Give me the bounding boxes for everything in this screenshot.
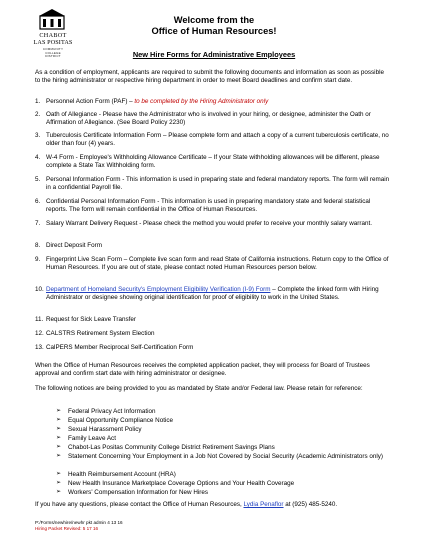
logo-line2: LAS POSITAS [33,39,73,46]
contact-paragraph: If you have any questions, please contact the Office of Human Resources, Lydia Penaflor at (925) 485-5240. [35,501,338,508]
file-path: P:/Forms/newhire/newhr pkt admin 4 13 16 [35,520,123,525]
arrow-bullet-icon: ➢ [56,444,62,450]
logo-subtext: COMMUNITY COLLEGE DISTRICT [42,47,64,59]
page-title-line1: Welcome from the [173,15,255,25]
arrow-bullet-icon: ➢ [56,480,62,486]
arrow-bullet-icon: ➢ [56,435,62,441]
arrow-bullet-icon: ➢ [56,417,62,423]
arrow-bullet-icon: ➢ [56,426,62,432]
logo-line1: CHABOT [39,32,67,39]
intro-paragraph: As a condition of employment, applicants are required to submit the following documents and information as soon as possible to the hiring administrator or respective hiring department in order to meet Board deadlines and confirm start date. [35,69,384,84]
page-title-line2: Office of Human Resources! [151,26,277,36]
arrow-bullet-icon: ➢ [56,408,62,414]
arrow-bullet-icon: ➢ [56,489,62,495]
arrow-bullet-icon: ➢ [56,453,62,459]
notices-intro: The following notices are being provided to you as mandated by State and/or Federal law. Please retain for reference: [35,385,363,392]
hiring-admin-note: to be completed by the Hiring Administrator only [134,98,269,105]
arrow-bullet-icon: ➢ [56,471,62,477]
contact-name-link[interactable]: Lydia Penaflor [243,501,284,508]
page-subtitle: New Hire Forms for Administrative Employees [132,50,296,59]
i9-form-link[interactable]: Department of Homeland Security's Employment Eligibility Verification (I-9) Form [46,286,271,293]
completion-paragraph: When the Office of Human Resources receives the completed application packet, they will process for Board of Trustees approval and confirm start date with hiring administrator or designee. [35,362,370,377]
revision-date: Hiring Packet Revised: 5 17 16 [35,526,99,531]
